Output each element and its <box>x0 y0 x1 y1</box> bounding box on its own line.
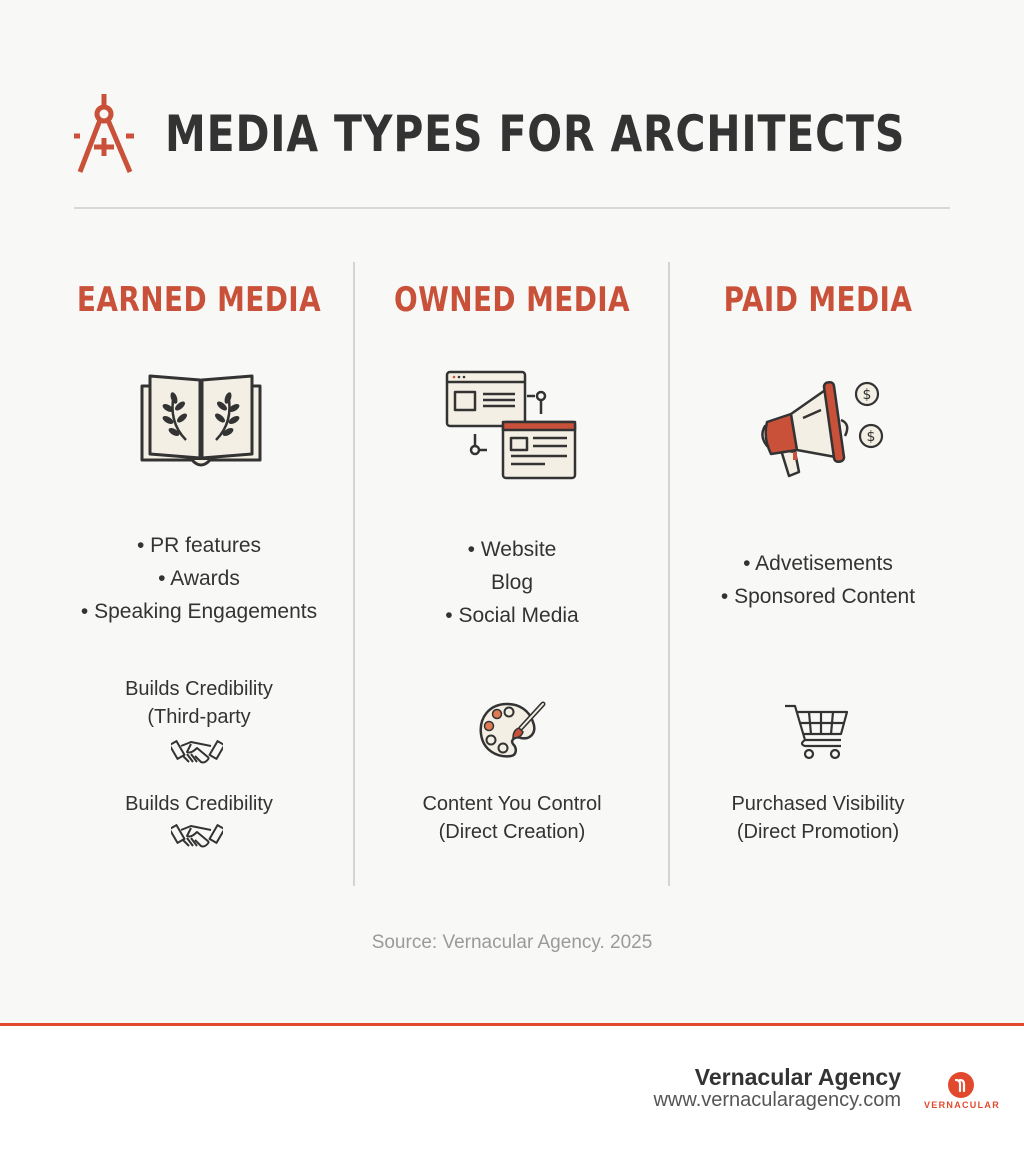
svg-text:$: $ <box>862 387 872 403</box>
megaphone-dollar-icon <box>755 380 885 482</box>
list-item: • Advetisements <box>743 552 893 575</box>
benefit-caption: Content You Control (Direct Creation) <box>422 793 602 843</box>
benefit-caption: Purchased Visibility (Direct Promotion) <box>731 793 905 843</box>
column-earned-media <box>44 262 354 882</box>
paint-palette-icon <box>477 700 547 762</box>
connected-browser-windows-icon <box>445 370 579 484</box>
bullet-list <box>44 529 354 628</box>
list-item: • Awards <box>158 567 240 590</box>
source-note: Source: Vernacular Agency. 2025 <box>371 932 653 953</box>
list-item: • Social Media <box>445 604 579 627</box>
open-book-laurel-icon <box>140 372 264 470</box>
bullet-list <box>663 547 973 613</box>
list-item: • Sponsored Content <box>720 585 916 608</box>
bullet-list <box>357 533 667 632</box>
column-owned-media <box>357 262 667 882</box>
page-title: MEDIA TYPES FOR ARCHITECTS <box>165 105 906 163</box>
header-divider <box>74 207 950 209</box>
agency-name: Vernacular Agency <box>694 1064 901 1090</box>
agency-url-link[interactable]: www.vernacularagency.com <box>653 1089 901 1111</box>
svg-text:$: $ <box>866 429 876 445</box>
column-heading: EARNED MEDIA <box>76 280 322 320</box>
handshake-icon <box>171 736 223 770</box>
benefit-caption: Builds Credibility (Third-party <box>125 678 273 728</box>
column-heading: PAID MEDIA <box>723 280 913 320</box>
footer-rule <box>0 1023 1024 1026</box>
handshake-icon <box>171 820 223 854</box>
list-item: Blog <box>490 571 534 594</box>
shopping-cart-icon <box>783 702 851 760</box>
list-item: • Speaking Engagements <box>80 600 318 623</box>
drafting-compass-icon <box>72 92 140 176</box>
vernacular-logo-icon <box>948 1072 974 1098</box>
benefit-caption: Builds Credibility <box>125 793 273 815</box>
list-item: • Website <box>467 538 557 561</box>
column-paid-media <box>663 262 973 882</box>
brand-wordmark: VERNACULAR <box>924 1100 1000 1110</box>
list-item: • PR features <box>136 534 262 557</box>
column-heading: OWNED MEDIA <box>393 280 631 320</box>
